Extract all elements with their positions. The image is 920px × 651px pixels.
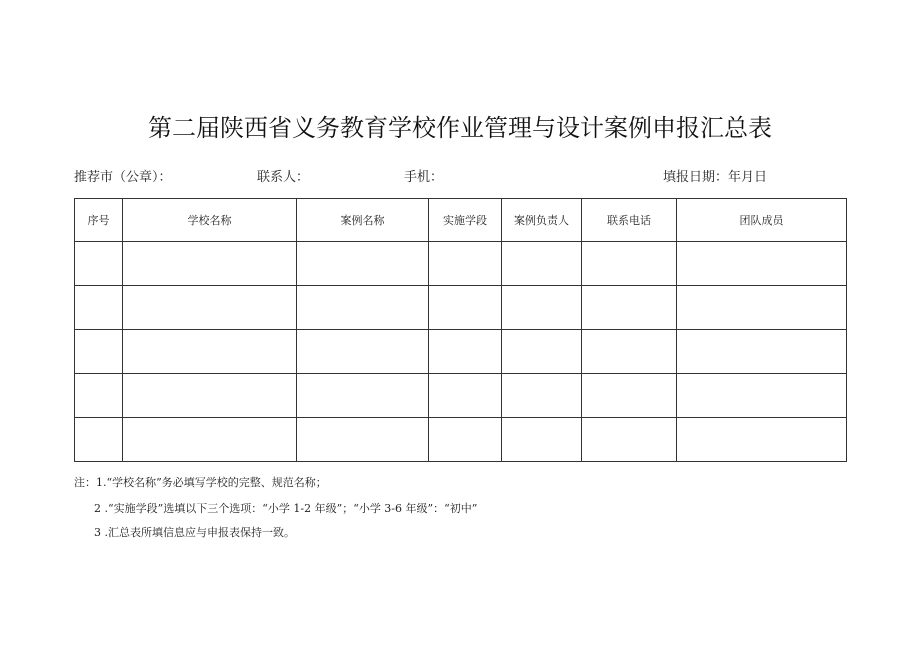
table-cell[interactable] [123,330,297,374]
table-cell[interactable] [123,418,297,462]
document-title: 第二届陕西省义务教育学校作业管理与设计案例申报汇总表 [148,114,772,142]
table-cell[interactable] [677,374,847,418]
header-case-leader: 案例负责人 [502,199,582,242]
header-school-stage: 实施学段 [429,199,502,242]
recommending-city-label: 推荐市（公章）： [74,170,172,185]
header-serial-number: 序号 [75,199,123,242]
table-cell[interactable] [677,242,847,286]
note-consistency: 3 .汇总表所填信息应与申报表保持一致。 [94,526,295,539]
note-school-name: 注：1.“学校名称”务必填写学校的完整、规范名称； [74,476,327,489]
header-case-name: 案例名称 [297,199,429,242]
note-school-stage: 2 .“实施学段”选填以下三个选项：“小学 1-2 年级”；“小学 3-6 年级”：“初中” [94,502,478,515]
table-cell[interactable] [297,330,429,374]
table-cell[interactable] [429,242,502,286]
table-cell[interactable] [429,374,502,418]
table-header-row [75,199,847,242]
table-cell[interactable] [297,242,429,286]
table-row [75,242,847,286]
table-cell[interactable] [75,242,123,286]
header-school-name: 学校名称 [123,199,297,242]
summary-table [74,198,847,462]
table-cell[interactable] [297,374,429,418]
table-cell[interactable] [75,330,123,374]
table-cell[interactable] [677,418,847,462]
table-cell[interactable] [75,418,123,462]
table-row [75,374,847,418]
table-cell[interactable] [123,242,297,286]
table-cell[interactable] [297,418,429,462]
table-cell[interactable] [677,286,847,330]
table-cell[interactable] [75,286,123,330]
mobile-phone-label: 手机： [404,170,444,185]
table-cell[interactable] [75,374,123,418]
table-row [75,286,847,330]
table-cell[interactable] [123,286,297,330]
header-contact-phone: 联系电话 [582,199,677,242]
table-cell[interactable] [297,286,429,330]
table-cell[interactable] [429,286,502,330]
table-row [75,418,847,462]
header-team-members: 团队成员 [677,199,847,242]
fill-date-label: 填报日期：年月日 [663,170,768,185]
table-cell[interactable] [502,242,582,286]
table-cell[interactable] [582,374,677,418]
table-cell[interactable] [429,418,502,462]
table-cell[interactable] [429,330,502,374]
table-cell[interactable] [502,286,582,330]
table-cell[interactable] [582,286,677,330]
table-cell[interactable] [677,330,847,374]
table-cell[interactable] [123,374,297,418]
contact-person-label: 联系人： [257,170,310,185]
table-row [75,330,847,374]
table-cell[interactable] [502,418,582,462]
table-cell[interactable] [502,374,582,418]
table-cell[interactable] [582,418,677,462]
table-cell[interactable] [582,242,677,286]
table-cell[interactable] [582,330,677,374]
table-cell[interactable] [502,330,582,374]
